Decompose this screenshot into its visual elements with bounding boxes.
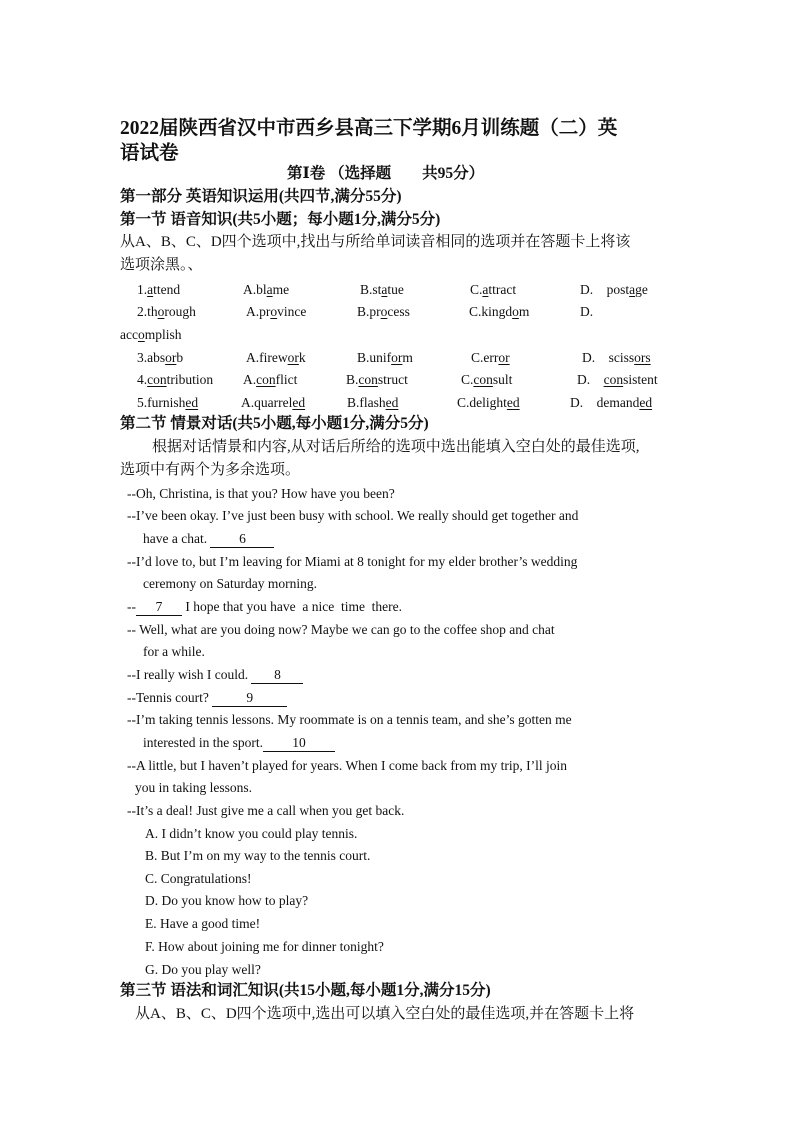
phonetics-question-4: 4.contribution <box>137 372 214 387</box>
dialogue-line: -- Well, what are you doing now? Maybe we can go to the coffee shop and chat <box>127 622 555 637</box>
dialogue-line: --Tennis court? 9 <box>127 688 287 708</box>
dialogue-line: --It’s a deal! Just give me a call when you get back. <box>127 803 405 818</box>
option-4d: D. consistent <box>577 372 658 387</box>
option-5c: C.delighted <box>457 395 520 410</box>
blank-9: 9 <box>212 690 287 707</box>
title-line-1: 2022届陕西省汉中市西乡县高三下学期6月训练题（二）英 <box>120 118 618 139</box>
phonetics-question-5: 5.furnished <box>137 395 199 410</box>
dialogue-option-c: C. Congratulations! <box>145 871 252 886</box>
dialogue-option-a: A. I didn’t know you could play tennis. <box>145 826 358 841</box>
title-line-2: 语试卷 <box>120 143 179 164</box>
section-three-instruction-1: 从A、B、C、D四个选项中,选出可以填入空白处的最佳选项,并在答题卡上将 <box>135 1006 635 1022</box>
section-one-instruction-1: 从A、B、C、D四个选项中,找出与所给单词读音相同的选项并在答题卡上将该 <box>120 234 631 250</box>
dialogue-option-d: D. Do you know how to play? <box>145 893 309 908</box>
dialogue-line: -- 7 I hope that you have a nice time there. <box>127 599 403 614</box>
document-title <box>120 116 680 166</box>
dialogue-line: have a chat. 6 <box>143 529 274 549</box>
option-3b: B.uniform <box>357 350 413 365</box>
dialogue-line: you in taking lessons. <box>135 780 252 795</box>
volume-heading: 第Ⅰ卷 （选择题 共95分） <box>287 165 485 182</box>
dialogue-option-g: G. Do you play well? <box>145 962 261 977</box>
section-one-instruction-2: 选项涂黑。、 <box>120 257 203 273</box>
section-two-heading: 第二节 情景对话(共5小题,每小题1分,满分5分) <box>120 415 429 432</box>
option-3c: C.error <box>471 350 510 365</box>
option-4c: C.consult <box>461 372 513 387</box>
dialogue-line: --A little, but I haven’t played for years. When I come back from my trip, I’ll join <box>127 758 567 773</box>
blank-10: 10 <box>263 735 335 752</box>
dialogue-line: ceremony on Saturday morning. <box>143 576 317 591</box>
blank-7: 7 <box>136 599 182 616</box>
dialogue-option-b: B. But I’m on my way to the tennis court. <box>145 848 371 863</box>
option-1a: A.blame <box>243 282 290 297</box>
phonetics-question-3: 3.absorb <box>137 350 184 365</box>
blank-6: 6 <box>210 531 274 548</box>
option-2c: C.kingdom <box>469 304 530 319</box>
option-5d: D. demanded <box>570 395 653 410</box>
section-three-heading: 第三节 语法和词汇知识(共15小题,每小题1分,满分15分) <box>120 982 491 999</box>
option-3a: A.firework <box>246 350 306 365</box>
option-5a: A.quarreled <box>241 395 306 410</box>
option-4a: A.conflict <box>243 372 298 387</box>
option-5b: B.flashed <box>347 395 399 410</box>
option-3d: D. scissors <box>582 350 651 365</box>
option-2b: B.process <box>357 304 410 319</box>
dialogue-line: --I’m taking tennis lessons. My roommate is on a tennis team, and she’s gotten me <box>127 712 572 727</box>
section-one-heading: 第一节 语音知识(共5小题；每小题1分,满分5分) <box>120 211 441 228</box>
option-2d-wrapped: accomplish <box>120 327 182 342</box>
option-2a: A.province <box>246 304 307 319</box>
option-1b: B.statue <box>360 282 404 297</box>
dialogue-line: --I really wish I could. 8 <box>127 665 303 685</box>
dialogue-line: --I’d love to, but I’m leaving for Miami at 8 tonight for my elder brother’s wedding <box>127 554 578 569</box>
phonetics-question-1: 1.attend <box>137 282 181 297</box>
option-2d: D. <box>580 304 594 319</box>
section-two-instruction-1: 根据对话情景和内容,从对话后所给的选项中选出能填入空白处的最佳选项, <box>152 439 640 455</box>
option-1d: D. postage <box>580 282 648 297</box>
section-two-instruction-2: 选项中有两个为多余选项。 <box>120 462 301 478</box>
dialogue-line: --I’ve been okay. I’ve just been busy with school. We really should get together and <box>127 508 579 523</box>
dialogue-line: for a while. <box>143 644 205 659</box>
blank-8: 8 <box>251 667 303 684</box>
dialogue-option-e: E. Have a good time! <box>145 916 261 931</box>
dialogue-line: interested in the sport. 10 <box>143 733 335 753</box>
option-4b: B.construct <box>346 372 408 387</box>
part-one-heading: 第一部分 英语知识运用(共四节,满分55分) <box>120 188 402 205</box>
dialogue-line: --Oh, Christina, is that you? How have you been? <box>127 486 395 501</box>
option-1c: C.attract <box>470 282 517 297</box>
dialogue-option-f: F. How about joining me for dinner tonight? <box>145 939 384 954</box>
phonetics-question-2: 2.thorough <box>137 304 196 319</box>
